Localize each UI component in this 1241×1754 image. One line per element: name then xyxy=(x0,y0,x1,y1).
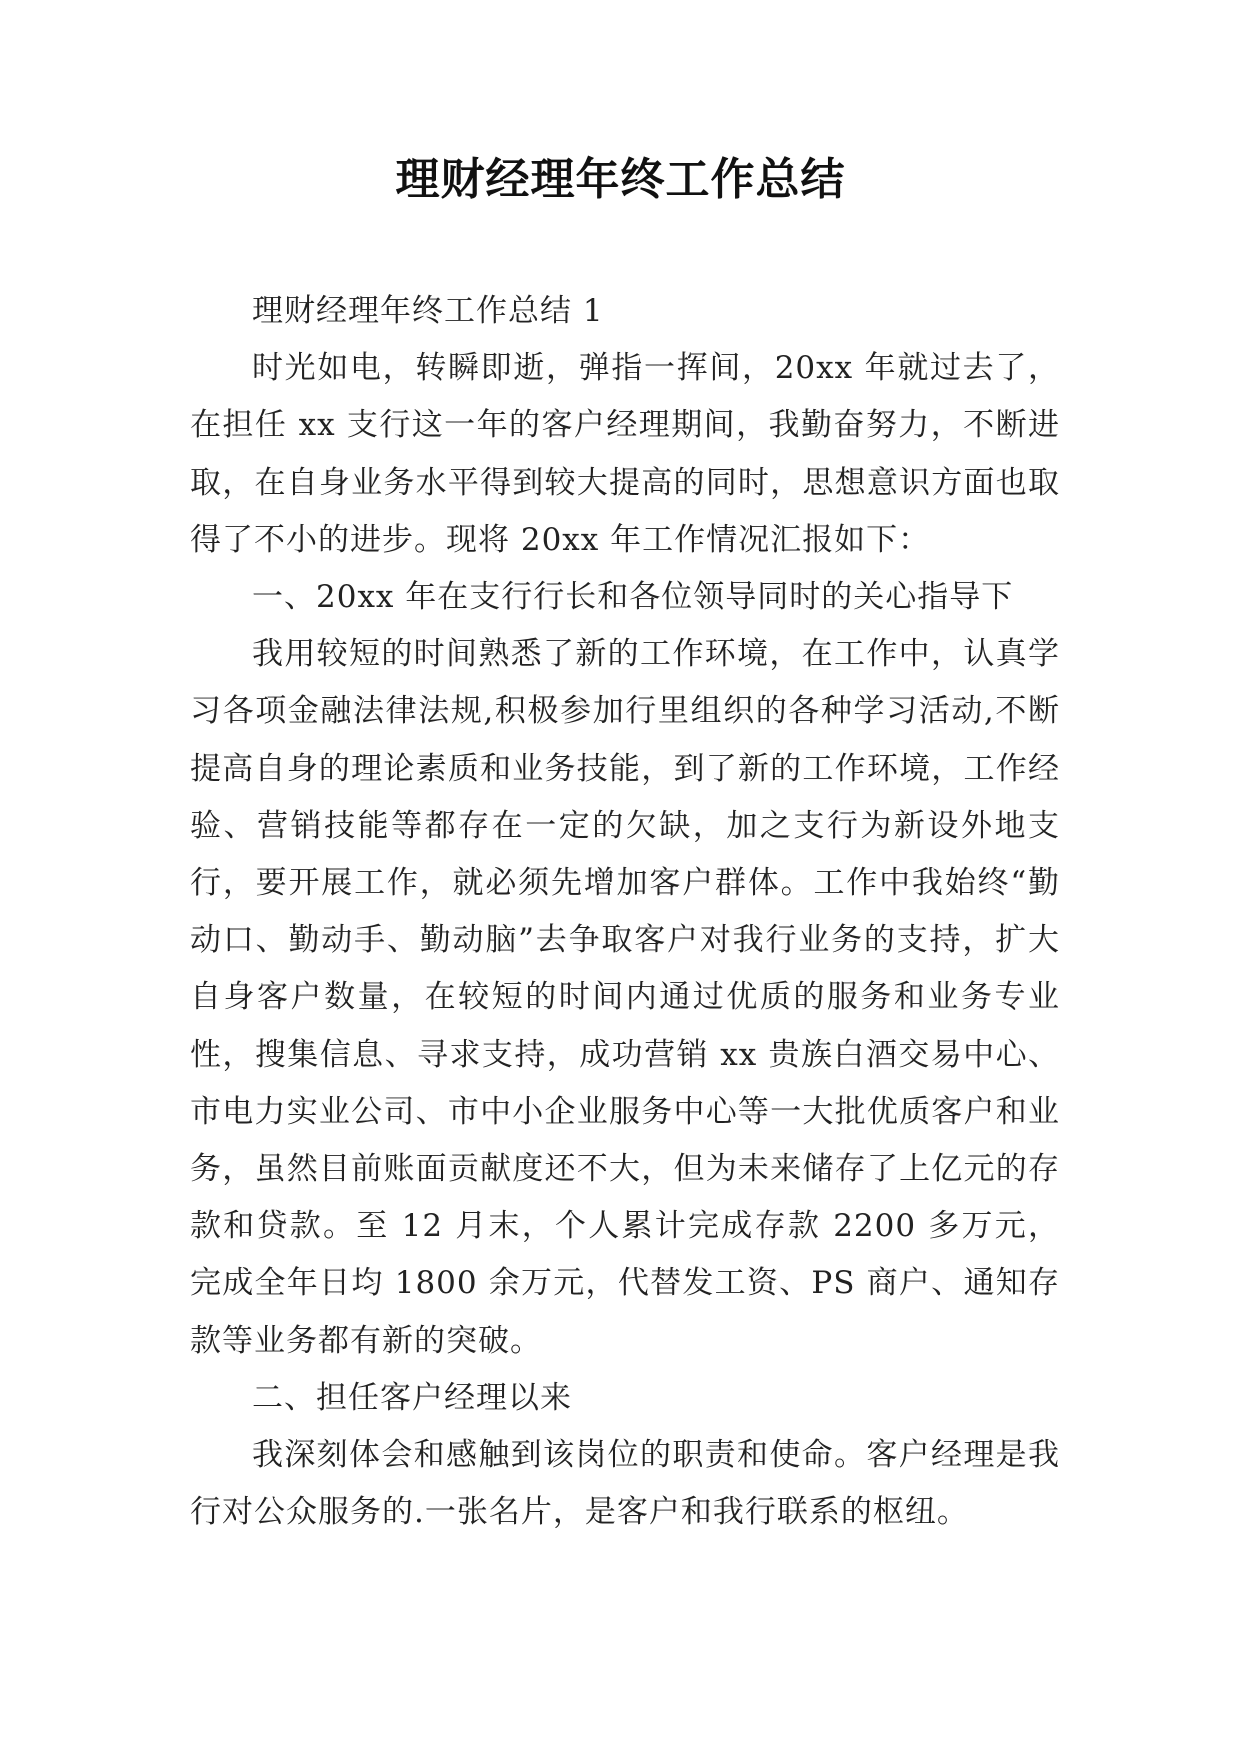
body-paragraph: 时光如电，转瞬即逝，弹指一挥间，20xx 年就过去了，在担任 xx 支行这一年的客户经理期间，我勤奋努力，不断进取，在自身业务水平得到较大提高的同时，思想意识方面也取得了不小的进步。现将 20xx 年工作情况汇报如下： xyxy=(190,350,1060,558)
document-title: 理财经理年终工作总结 xyxy=(395,154,846,205)
document-body xyxy=(190,283,1060,1541)
body-paragraph: 我用较短的时间熟悉了新的工作环境，在工作中，认真学习各项金融法律法规,积极参加行里组织的各种学习活动,不断提高自身的理论素质和业务技能，到了新的工作环境，工作经验、营销技能等都存在一定的欠缺，加之支行为新设外地支行，要开展工作，就必须先增加客户群体。工作中我始终“勤动口、勤动手、勤动脑”去争取客户对我行业务的支持，扩大自身客户数量，在较短的时间内通过优质的服务和业务专业性，搜集信息、寻求支持，成功营销 xx 贵族白酒交易中心、市电力实业公司、市中小企业服务中心等一大批优质客户和业务，虽然目前账面贡献度还不大，但为未来储存了上亿元的存款和贷款。至 12 月末，个人累计完成存款 2200 多万元，完成全年日均 1800 余万元，代替发工资、PS 商户、通知存款等业务都有新的突破。 xyxy=(190,636,1060,1359)
section-heading: 一、20xx 年在支行行长和各位领导同时的关心指导下 xyxy=(252,579,1014,616)
body-paragraph: 我深刻体会和感触到该岗位的职责和使命。客户经理是我行对公众服务的.一张名片，是客户和我行联系的枢纽。 xyxy=(190,1437,1060,1531)
section-heading: 二、担任客户经理以来 xyxy=(252,1379,572,1416)
section-heading: 理财经理年终工作总结 1 xyxy=(252,293,604,329)
